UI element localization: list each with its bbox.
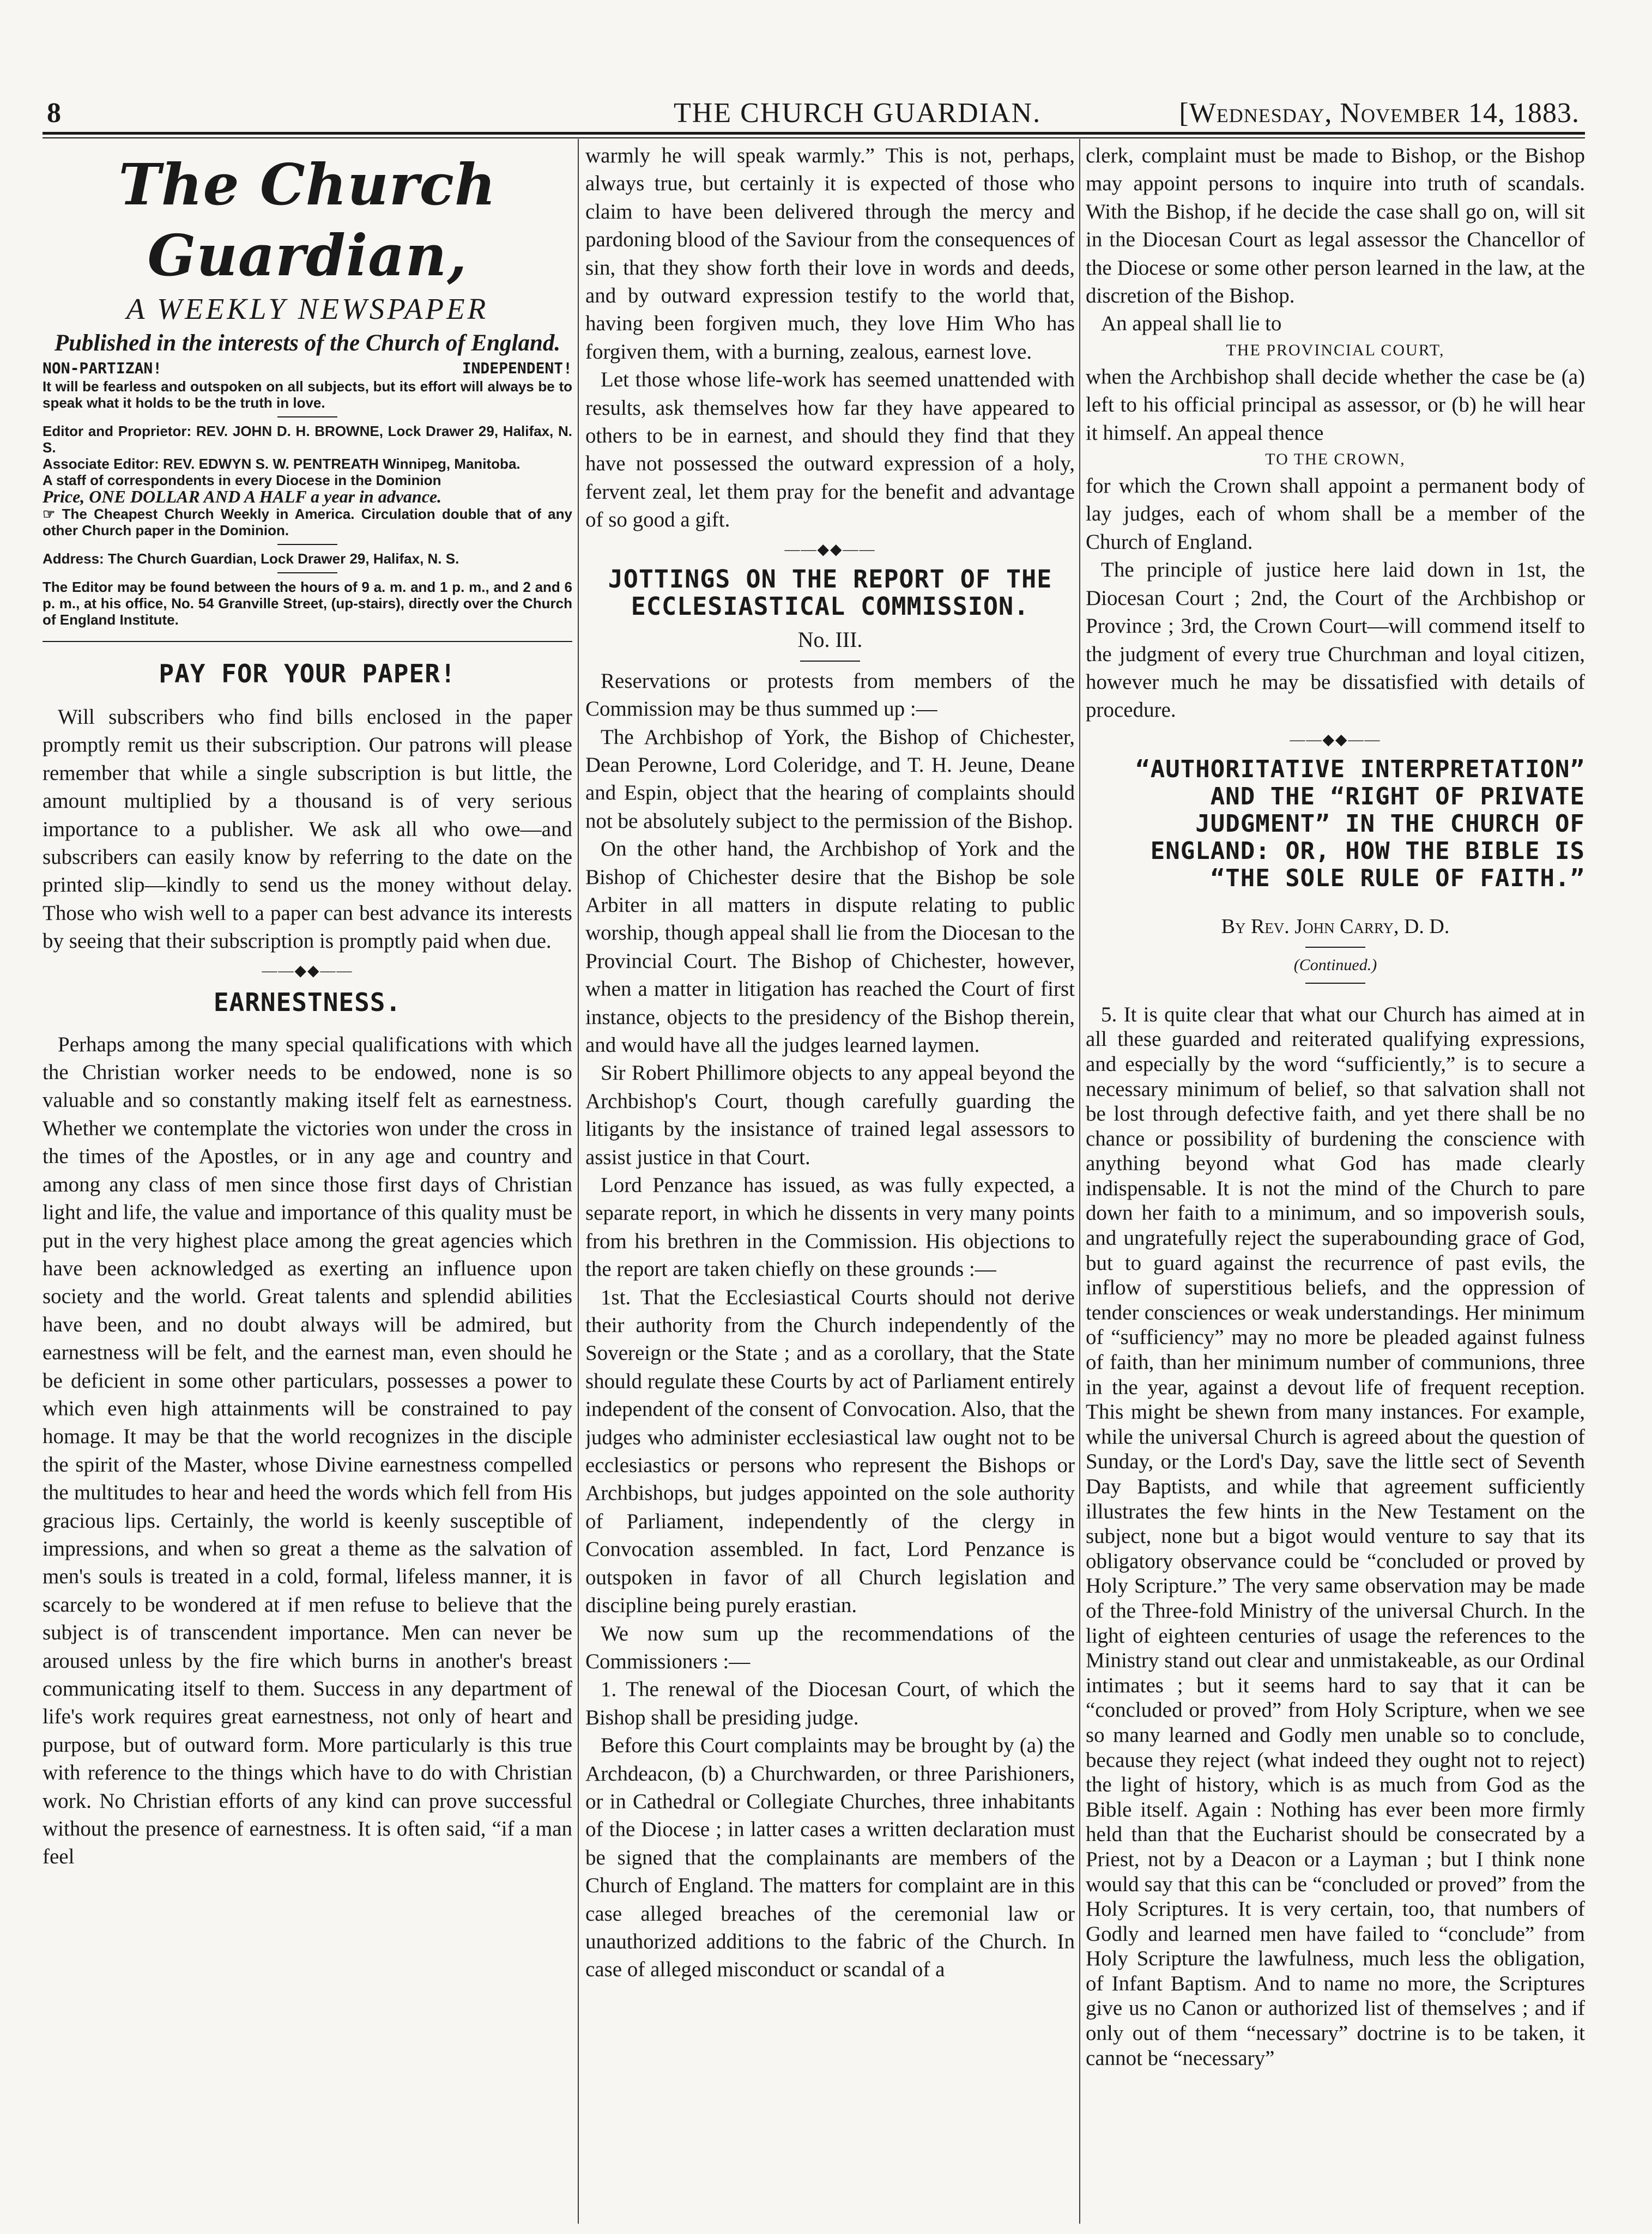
office-hours-line: The Editor may be found between the hours of 9 a. m. and 1 p. m., and 2 and 6 p. m., at his office, No. 54 Granville Street, (up-stairs), directly over the Church of England Institute. [43,579,572,628]
nonpartizan: NON-PARTIZAN! [43,359,162,377]
column-1 [43,142,572,2224]
divider [800,661,860,662]
associate-editor-line: Associate Editor: REV. EDWYN S. W. PENTREATH Winnipeg, Manitoba. [43,456,521,472]
nonpartizan-line [43,359,572,378]
masthead-title: The Church Guardian, [118,151,497,289]
cheapest-line: ☞ The Cheapest Church Weekly in America. Circulation double that of any other Church paper in the Dominion. [43,506,572,538]
authority-p1: 5. It is quite clear that what our Church has aimed at in all these guarded and reiterated qualifying expressions, and especially by the word “sufficiently,” is to secure a necessary minimum of belief, so that salvation shall not be lost through defective faith, and yet there shall be no chance or possibility of burdening the conscience with anything beyond what God has made clearly indispensable. It is not the mind of the Church to pare down her faith to a minimum, and so impoverish souls, and ungratefully reject the superabounding grace of God, but to guard against the recurrence of past evils, the inflow of superstitious beliefs, and the oppression of tender consciences or weak understandings. Her minimum of “sufficiency” may no more be pleaded against fulness of faith, than her minimum number of communions, three in the year, against a devout life of frequent reception. This might be shewn from many instances. For example, while the universal Church is agreed about the question of Sunday, or the Lord's Day, save the little sect of Seventh Day Baptists, and while that agreement sufficiently illustrates the few hints in the New Testament on the subject, none but a bigot would venture to say that its obligatory observance could be “concluded or proved by Holy Scripture.” The very same observation may be made of the Three-fold Ministry of the universal Church. In the light of eighteen centuries of usage the references to the Ministry stand out clear and unmistakeable, as our Ordinal intimates ; but it seems hard to say that it can be “concluded or proved” from Holy Scripture, when we see so many learned and Godly men unable so to conclude, because they reject (what indeed they ought not to reject) the light of history, which is as much from God as the Bible itself. Again : Nothing has ever been more firmly held than that the Eucharist should be consecrated by a Priest, not by a Deacon or a Layman ; but I think none would say that this can be “concluded or proved” from the Holy Scriptures. It is very certain, too, that numbers of Godly and learned men have failed to “conclude” from Holy Scripture the lawfulness, much less the obligation, of Infant Baptism. And to name no more, the Scriptures give us no Canon or authorized list of themselves ; and if only out of them “necessary” doctrine is to be taken, it cannot be “necessary” [1086,1002,1585,2070]
jottings-p5: Lord Penzance has issued, as was fully expected, a separate report, in which he dissents in very many points from his brethren in the Commission. His objections to the report are taken chiefly on these grounds :— [585,1173,1075,1281]
jottings-p6: 1st. That the Ecclesiastical Courts should not derive their authority from the Church independently of the Sovereign or the State ; and as a corollary, that the State should regulate these Courts by act of Parliament entirely independent of the consent of Convocation. Also, that the judges who administer ecclesiastical law ought not to be ecclesiastics or persons who represent the Bishops or Archbishops, but judges appointed on the sole authority of Parliament, independently of the clergy in Convocation assembled. In fact, Lord Penzance is outspoken in favor of all Church legislation and discipline being purely erastian. [585,1285,1075,1618]
masthead-subtitle: A WEEKLY NEWSPAPER [126,292,489,325]
byline: By Rev. John Carry, D. D. [1221,915,1450,938]
column-3 [1086,142,1585,2224]
jottings-p2: The Archbishop of York, the Bishop of Chichester, Dean Perowne, Lord Coleridge, and T. H. Jeune, Deane and Espin, object that the hearing of complaints should not be absolutely subject to the permission of the Bishop. [585,725,1075,833]
jottings-p13: for which the Crown shall appoint a permanent body of lay judges, each of whom shall be a member of the Church of England. [1086,474,1585,554]
earnestness-p3: Let those whose life-work has seemed unattended with results, ask themselves how far they have appeared to others to be in earnest, and should they find that they have not possessed the outward expression of a holy, fervent zeal, let them pray for the benefit and advantage of so good a gift. [585,368,1075,532]
column-divider [578,139,579,2224]
jottings-number: No. III. [797,627,863,652]
jottings-p3: On the other hand, the Archbishop of York and the Bishop of Chichester desire that the Bishop be sole Arbiter in all matters in dispute relating to public worship, though appeal shall lie from the Diocesan to the Provincial Court. The Bishop of Chichester, however, when a matter in litigation has reached the Court of first instance, objects to the presidency of the Bishop therein, and would have all the judges learned laymen. [585,837,1075,1057]
to-the-crown: TO THE CROWN, [1265,450,1406,469]
price-line: Price, ONE DOLLAR AND A HALF a year in advance. [43,487,442,506]
divider [277,572,337,573]
jottings-p1: Reservations or protests from members of the Commission may be thus summed up :— [585,669,1075,721]
header-rule-thin [43,137,1585,138]
page-number: 8 [47,98,61,129]
earnestness-heading: EARNESTNESS. [213,987,402,1017]
divider [277,544,337,545]
jottings-p12: when the Archbishop shall decide whether the case be (a) left to his official principal as assessor, or (b) he will hear it himself. An appeal thence [1086,365,1585,445]
earnestness-p1: Perhaps among the many special qualifications with which the Christian worker needs to be endowed, none is so valuable and so constantly making itself felt as earnestness. Whether we contemplate the victories won under the cross in the times of the Apostles, or in any age and country and among any class of men since those first days of Christian light and life, the value and importance of this quality must be put in the very highest place among the great agencies which have been acknowledged as exerting an influence upon society and the world. Great talents and splendid abilities have been, and no doubt always will be admired, but earnestness will be felt, and the earnest man, even should he be deficient in some other particulars, possesses a power to which even high attainments will be constrained to pay homage. It may be that the world recognizes in the disciple the spirit of the Master, whose Divine earnestness compelled the multitudes to hear and heed the words which fell from His gracious lips. Certainly, the world is keenly susceptible of impressions, and when so great a theme as the salvation of men's souls is treated in a cold, formal, lifeless manner, it is scarcely to be wondered at if men refuse to believe that the subject is of transcendent importance. Men can never be aroused unless by the fire which burns in another's breast communicating itself to them. Success in any department of life's work requires great earnestness, not only of heart and purpose, but of outward form. More particularly is this true with reference to the things which have to do with Christian work. No Christian efforts of any kind can prove successful without the presence of earnestness. It is often said, “if a man feel [43,1032,572,1869]
independent: INDEPENDENT! [462,359,572,377]
ornament-divider: ——◆◆—— [784,541,876,558]
divider [1305,983,1365,984]
authority-heading: “AUTHORITATIVE INTERPRETATION” AND THE “RIGHT OF PRIVATE JUDGMENT” IN THE CHURCH OF ENGLAND: OR, HOW THE BIBLE IS “THE SOLE RULE OF FAITH.” [1135,755,1585,892]
jottings-p11: An appeal shall lie to [1101,312,1282,336]
earnestness-p2: warmly he will speak warmly.” This is not, perhaps, always true, but certainly it is expected of those who claim to have been delivered through the mercy and pardoning blood of the Saviour from the consequences of sin, that they show forth their love in words and deeds, and by outward expression testify to the world that, having been forgiven much, they love Him Who has forgiven them, with a burning, zealous, earnest love. [585,144,1075,364]
section-rule [43,641,572,642]
ornament-divider: ——◆◆—— [262,962,353,979]
jottings-p7: We now sum up the recommendations of the Commissioners :— [585,1621,1075,1673]
jottings-p14: The principle of justice here laid down in 1st, the Diocesan Court ; 2nd, the Court of the Archbishop or Province ; 3rd, the Crown Court—will commend itself to the judgment of every true Churchman and loyal citizen, however much he may be dissatisfied with details of procedure. [1086,558,1585,722]
pay-heading: PAY FOR YOUR PAPER! [159,659,456,688]
continued-note: (Continued.) [1293,955,1377,974]
address-line: Address: The Church Guardian, Lock Drawer 29, Halifax, N. S. [43,550,459,567]
issue-date: [Wednesday, November 14, 1883. [1179,98,1580,129]
editor-line: Editor and Proprietor: REV. JOHN D. H. BROWNE, Lock Drawer 29, Halifax, N. S. [43,423,572,456]
jottings-p4: Sir Robert Phillimore objects to any appeal beyond the Archbishop's Court, though carefully guarding the litigants by the insistance of trained legal assessors to assist justice in that Court. [585,1061,1075,1169]
jottings-heading: JOTTINGS ON THE REPORT OF THE ECCLESIASTICAL COMMISSION. [608,564,1052,621]
fearless-note: It will be fearless and outspoken on all subjects, but its effort will always be to speak what it holds to be the truth in love. [43,378,572,411]
running-title: THE CHURCH GUARDIAN. [674,98,1042,129]
staff-line: A staff of correspondents in every Diocese in the Dominion [43,472,441,488]
column-divider [1079,139,1080,2224]
divider [277,416,337,417]
provincial-court: THE PROVINCIAL COURT, [1226,341,1445,359]
ornament-divider: ——◆◆—— [1290,731,1381,748]
jottings-p10: clerk, complaint must be made to Bishop, or the Bishop may appoint persons to inquire into truth of scandals. With the Bishop, if he decide the case shall go on, will sit in the Diocesan Court as legal assessor the Chancellor of the Diocese or some other person learned in the law, at the discretion of the Bishop. [1086,144,1585,308]
jottings-p9: Before this Court complaints may be brought by (a) the Archdeacon, (b) a Churchwarden, or three Parishioners, or in Cathedral or Collegiate Churches, three inhabitants of the Diocese ; in latter cases a written declaration must be signed that the complainants are members of the Church of England. The matters for complaint are in this case alleged breaches of the ceremonial law or unauthorized additions to the fabric of the Church. In case of alleged misconduct or scandal of a [585,1734,1075,1982]
running-header [43,97,1580,130]
pay-text: Will subscribers who find bills enclosed in the paper promptly remit us their subscription. Our patrons will please remember that while a single subscription is but little, the amount multiplied by a thousand is of very serious importance to a publisher. We ask all who owe—and subscribers can easily know by referring to the date on the printed slip—kindly to send us the money without delay. Those who wish well to a paper can best advance its interests by seeing that their subscription is promptly paid when due. [43,705,572,953]
header-rule [43,132,1585,135]
masthead-published: Published in the interests of the Church of England. [54,330,561,356]
jottings-p8: 1. The renewal of the Diocesan Court, of which the Bishop shall be presiding judge. [585,1678,1075,1729]
divider [1305,947,1365,948]
column-2 [585,142,1075,2224]
